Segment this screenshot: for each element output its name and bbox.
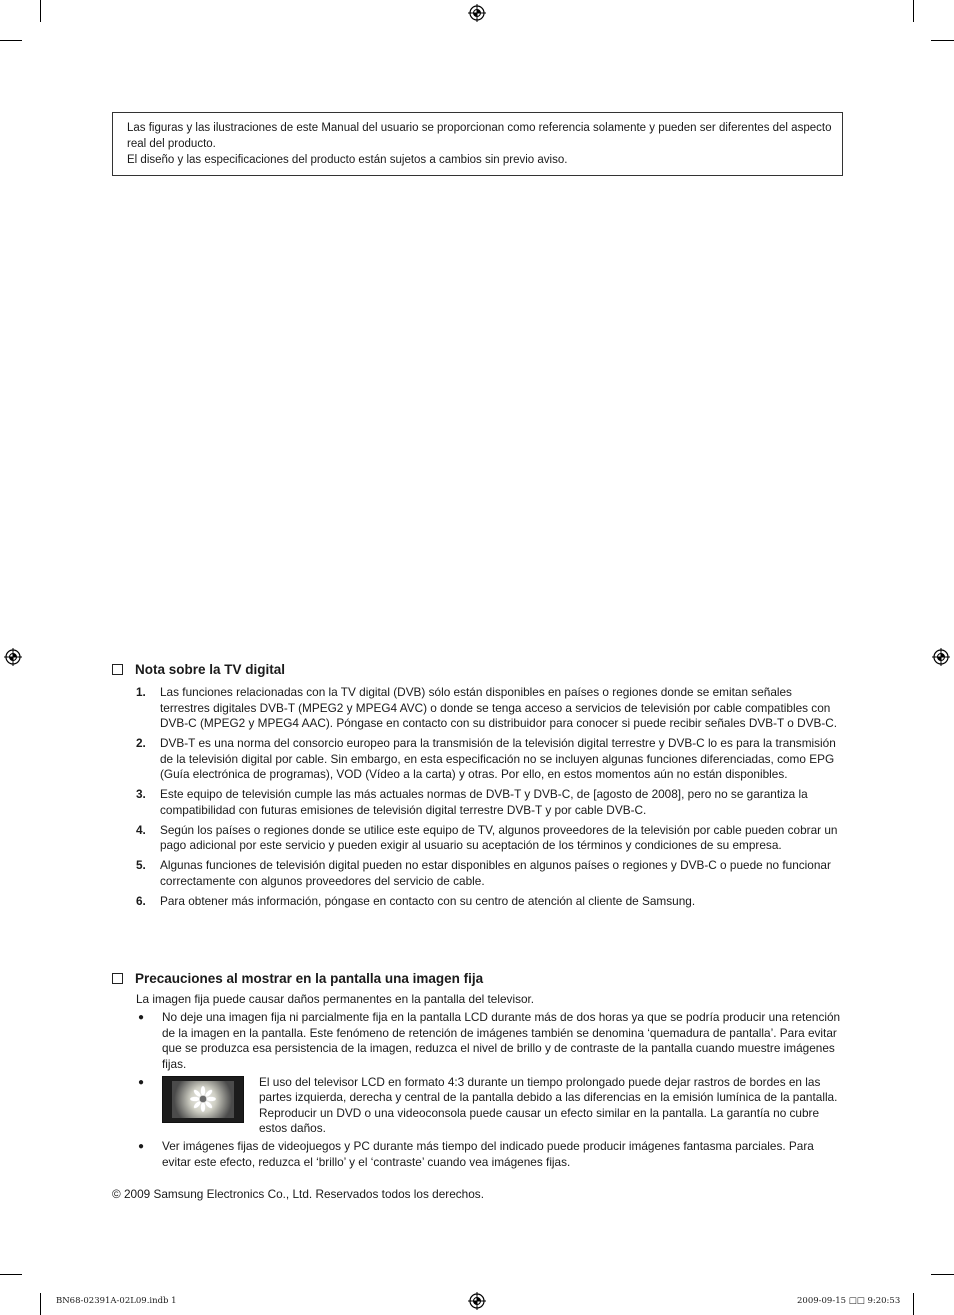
item-text: Algunas funciones de televisión digital pueden no estar disponibles en algunos países o regiones y DVB-C o puede no funcionar correctamente con algunos proveedores del servicio de cable. (160, 858, 831, 888)
list-item (136, 858, 841, 889)
checkbox-icon (112, 664, 123, 675)
still-image-list (136, 1010, 841, 1173)
registration-mark-icon (4, 648, 22, 666)
registration-mark-icon (468, 1292, 486, 1310)
section-intro: La imagen fija puede causar daños permanentes en la pantalla del televisor. (136, 992, 535, 1006)
list-item (136, 823, 841, 854)
digital-tv-list (136, 685, 841, 914)
bullet-icon: ● (138, 1012, 145, 1023)
item-number: 3. (136, 787, 146, 801)
item-text: DVB-T es una norma del consorcio europeo para la transmisión de la televisión digital terrestre y DVB-C lo es para la transmisión de la televisión digital por cable. Sin embargo, en esta especificación no se incluyen algunas funciones diferenciadas, como EPG (Guía electrónica de programas), VOD (Vídeo a la carta) y otras. Por ello, en estos momentos aún no están disponibles. (160, 736, 836, 781)
list-item (136, 1139, 841, 1170)
crop-mark (931, 40, 954, 41)
disclaimer-box (112, 112, 843, 176)
crop-mark (913, 0, 914, 22)
footer-file-info: BN68-02391A-02L09.indb 1 (56, 1296, 177, 1306)
disclaimer-text: El diseño y las especificaciones del producto están sujetos a cambios sin previo aviso. (127, 154, 568, 166)
checkbox-icon (112, 973, 123, 984)
item-number: 2. (136, 736, 146, 750)
bullet-icon: ● (138, 1076, 145, 1088)
crop-mark (40, 0, 41, 22)
crop-mark (0, 40, 22, 41)
bullet-icon: ● (138, 1141, 145, 1152)
item-number: 6. (136, 893, 146, 908)
registration-mark-icon (932, 648, 950, 666)
tv-screen-image (162, 1076, 244, 1123)
item-number: 4. (136, 822, 146, 837)
list-item (136, 787, 841, 818)
list-item (136, 685, 841, 732)
item-text: Para obtener más información, póngase en contacto con su centro de atención al cliente de Samsung. (160, 893, 696, 908)
copyright-notice: © 2009 Samsung Electronics Co., Ltd. Reservados todos los derechos. (112, 1187, 484, 1201)
section-title-still-image (112, 971, 483, 986)
item-text: No deje una imagen fija ni parcialmente fija en la pantalla LCD durante más de dos horas ya que se podría producir una retención de la imagen en la pantalla. Este fenómeno de retención de imágenes también se denomina ‘quemadura de pantalla’. Para evitar que se produzca esa persistencia de la imagen, reduzca el nivel de brillo y de contraste de la pantalla cuando muestre imágenes fijas. (162, 1010, 841, 1071)
crop-mark (931, 1274, 954, 1275)
daisy-flower-icon (190, 1086, 216, 1112)
list-item (136, 1010, 841, 1072)
item-number: 5. (136, 858, 146, 872)
item-text: Este equipo de televisión cumple las más actuales normas de DVB-T y DVB-C, de [agosto de 2008], pero no se garantiza la compatibilidad con futuras emisiones de televisión digital terrestre DVB-T y por cable DVB-C. (160, 787, 808, 817)
crop-mark (913, 1293, 914, 1315)
item-text: Las funciones relacionadas con la TV digital (DVB) sólo están disponibles en países o regiones donde se emitan señales terrestres digitales DVB-T (MPEG2 y MPEG4 AVC) o donde se tenga acceso a servicios de televisión por cable compatibles con DVB-C (MPEG2 y MPEG4 AAC). Póngase en contacto con su distribuidor para conocer si puede recibir señales DVB-T o DVB-C. (160, 685, 838, 730)
list-item (136, 736, 841, 783)
footer-timestamp: 2009-09-15 □□ 9:20:53 (797, 1296, 901, 1306)
list-item (136, 894, 841, 910)
section-title-text: Nota sobre la TV digital (135, 662, 286, 677)
disclaimer-text: Las figuras y las ilustraciones de este Manual del usuario se proporcionan como referencia solamente y pueden ser diferentes del aspecto real del producto. (127, 122, 832, 150)
crop-mark (0, 1274, 22, 1275)
tv-screen (172, 1081, 234, 1118)
section-title-digital-tv (112, 662, 285, 677)
item-number: 1. (136, 685, 146, 699)
list-item (136, 1075, 841, 1137)
section-title-text: Precauciones al mostrar en la pantalla una imagen fija (135, 971, 484, 986)
item-text: Ver imágenes fijas de videojuegos y PC durante más tiempo del indicado puede producir imágenes fantasma parciales. Para evitar este efecto, reduzca el ‘brillo’ y el ‘contraste’ cuando vea imágenes fijas. (162, 1139, 814, 1169)
item-text: El uso del televisor LCD en formato 4:3 durante un tiempo prolongado puede dejar rastros de bordes en las partes izquierda, derecha y central de la pantalla debido a las diferencias en la emisión lumínica de la pantalla. Reproducir un DVD o una videoconsola puede causar un efecto similar en la pantalla. La garantía no cubre estos daños. (259, 1074, 838, 1135)
crop-mark (40, 1293, 41, 1315)
registration-mark-icon (468, 4, 486, 22)
item-text: Según los países o regiones donde se utilice este equipo de TV, algunos proveedores de la televisión por cable pueden cobrar un pago adicional por este servicio y pueden exigir al usuario su aceptación de los términos y condiciones de su empresa. (160, 822, 838, 852)
